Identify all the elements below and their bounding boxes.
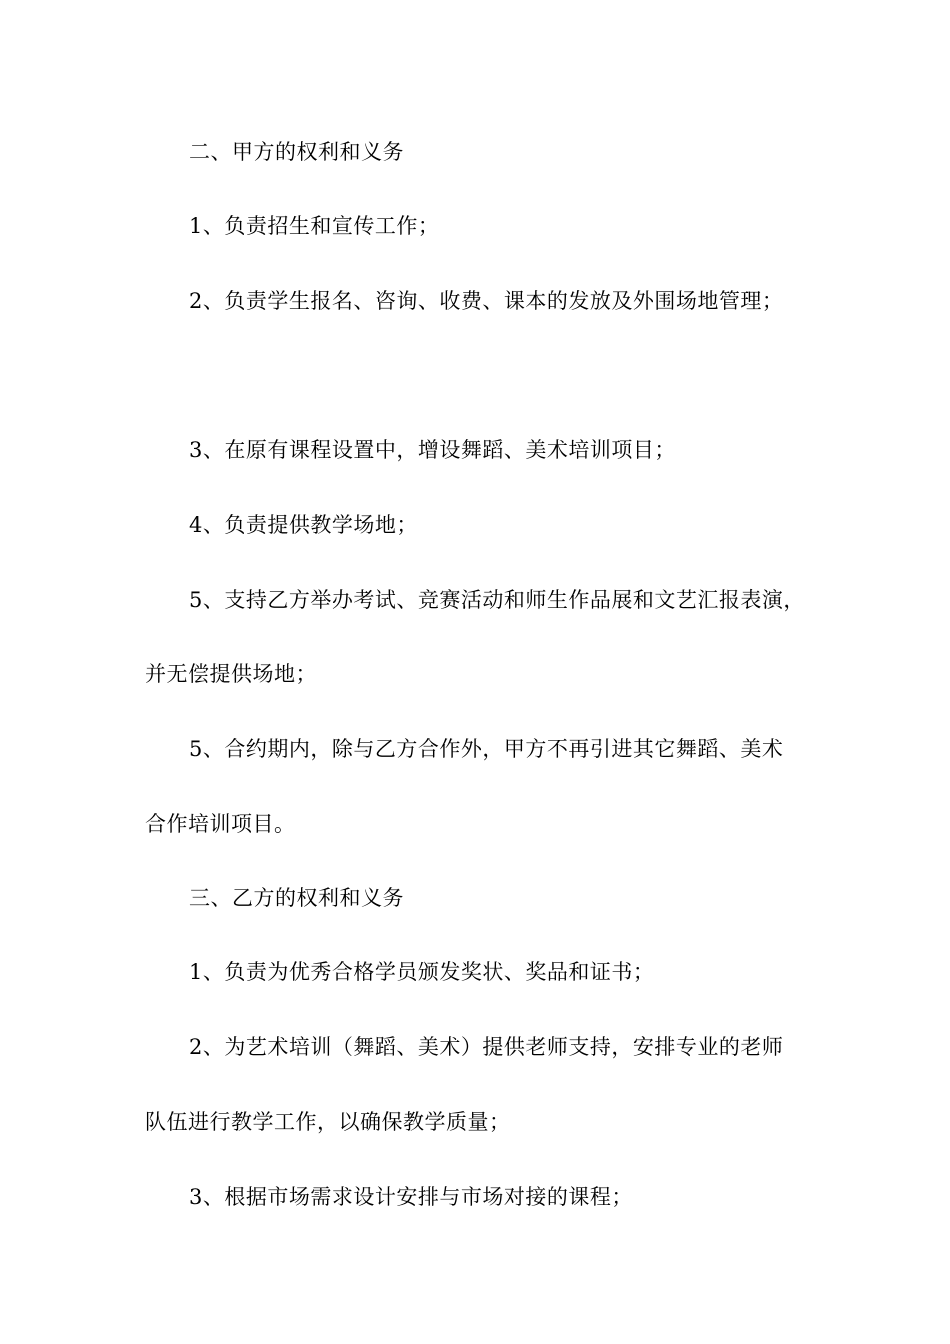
section-heading-party-a: 二、甲方的权利和义务 — [189, 140, 404, 164]
paragraph-line: 5、支持乙方举办考试、竞赛活动和师生作品展和文艺汇报表演， — [189, 588, 805, 612]
paragraph-line: 3、根据市场需求设计安排与市场对接的课程； — [189, 1185, 633, 1209]
paragraph-line-continuation: 队伍进行教学工作，以确保教学质量； — [145, 1110, 511, 1134]
paragraph-line: 3、在原有课程设置中，增设舞蹈、美术培训项目； — [189, 438, 676, 462]
paragraph-line: 2、为艺术培训（舞蹈、美术）提供老师支持，安排专业的老师 — [189, 1035, 784, 1059]
paragraph-line: 1、负责为优秀合格学员颁发奖状、奖品和证书； — [189, 960, 655, 984]
paragraph-line-continuation: 并无偿提供场地； — [145, 662, 317, 686]
paragraph-line: 4、负责提供教学场地； — [189, 513, 418, 537]
paragraph-line: 1、负责招生和宣传工作； — [189, 214, 440, 238]
paragraph-line-continuation: 合作培训项目。 — [145, 812, 296, 836]
paragraph-line: 2、负责学生报名、咨询、收费、课本的发放及外围场地管理； — [189, 289, 784, 313]
paragraph-line: 5、合约期内，除与乙方合作外，甲方不再引进其它舞蹈、美术 — [189, 737, 784, 761]
section-heading-party-b: 三、乙方的权利和义务 — [189, 886, 404, 910]
